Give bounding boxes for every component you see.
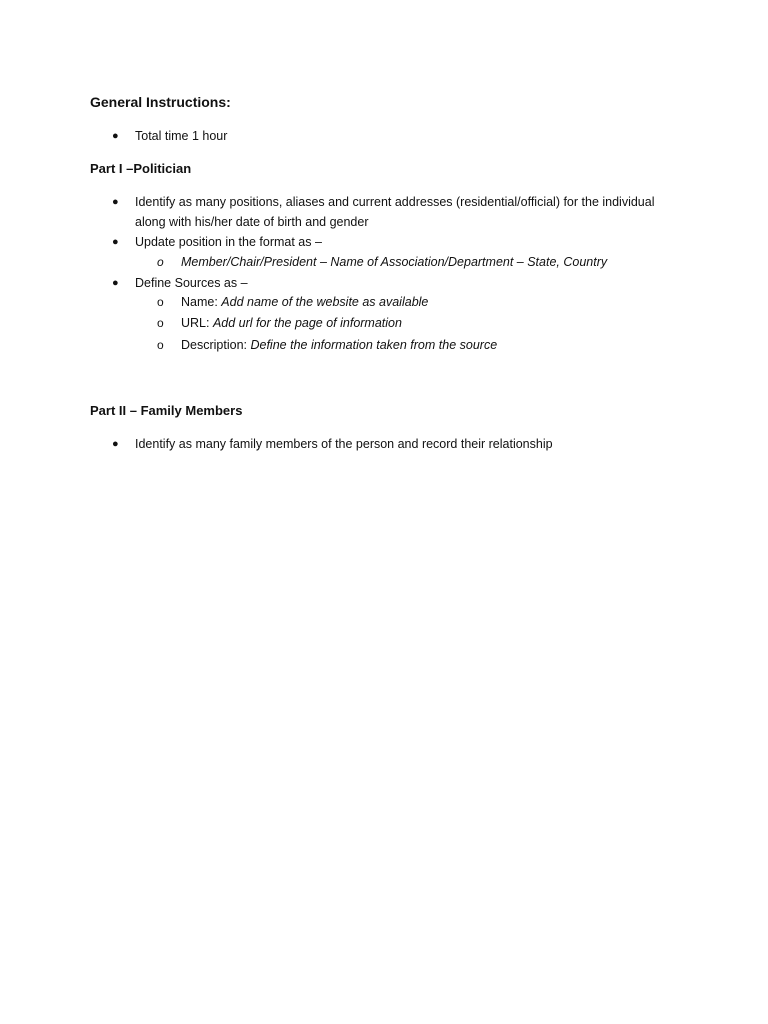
sub-bullet-marker: o: [157, 316, 164, 330]
source-name-label: Name:: [181, 295, 222, 309]
sub-bullet-marker: o: [157, 295, 164, 309]
part1-item2-format: Member/Chair/President – Name of Association/Department – State, Country: [181, 255, 608, 269]
bullet-marker: ●: [112, 277, 119, 289]
sub-bullet-marker: o: [157, 255, 164, 269]
source-name-line: [181, 294, 428, 310]
bullet-marker: ●: [112, 196, 119, 208]
source-url-value: Add url for the page of information: [212, 316, 402, 330]
source-url-label: URL:: [181, 316, 213, 330]
part1-item1-line1: Identify as many positions, aliases and current addresses (residential/official) for the individual: [135, 195, 655, 209]
part1-heading: Part I –Politician: [90, 161, 192, 176]
general-item-total-time: Total time 1 hour: [135, 129, 228, 143]
source-url-line: [181, 315, 402, 331]
part1-item2-text: Update position in the format as –: [135, 235, 322, 249]
source-description-line: [181, 337, 497, 353]
general-instructions-heading: General Instructions:: [90, 94, 231, 110]
source-name-value: Add name of the website as available: [221, 295, 429, 309]
sub-bullet-marker: o: [157, 338, 164, 352]
part1-item1-line2: along with his/her date of birth and gender: [135, 215, 369, 229]
part1-item3-text: Define Sources as –: [135, 276, 248, 290]
bullet-marker: ●: [112, 438, 119, 450]
source-description-value: Define the information taken from the source: [250, 338, 498, 352]
source-description-label: Description:: [181, 338, 251, 352]
part2-item-family: Identify as many family members of the person and record their relationship: [135, 437, 553, 451]
part2-heading: Part II – Family Members: [90, 403, 243, 418]
bullet-marker: ●: [112, 236, 119, 248]
bullet-marker: ●: [112, 130, 119, 142]
